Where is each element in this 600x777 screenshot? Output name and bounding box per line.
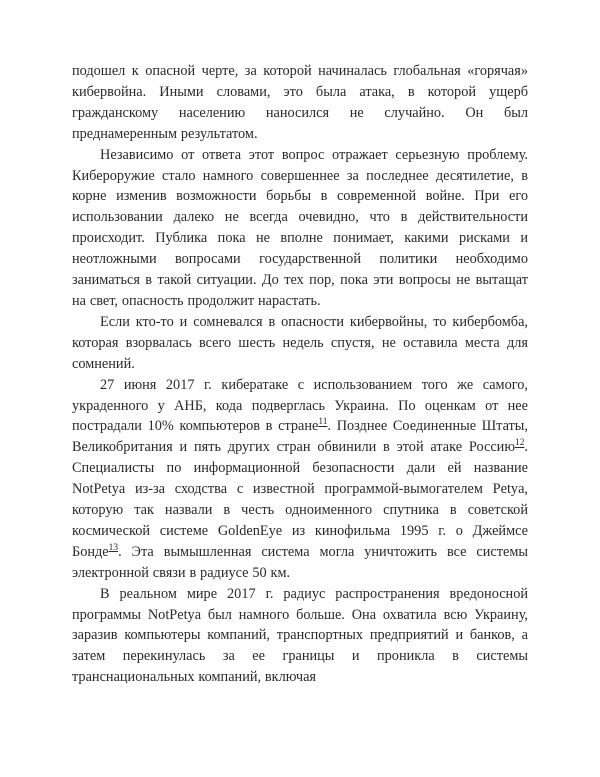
paragraph-4-segment-text-3: . Специалисты по информационной безопасности дали ей название NotPetya из-за сходства с известной программой-вымогателем Petya, которую так назвали в честь одноименного спутника в советской космической системе GoldenEye из кинофильма 1995 г. о Джеймсе Бонде (72, 439, 528, 560)
footnote-marker-11[interactable]: 11 (318, 417, 328, 428)
paragraph-5: В реальном мире 2017 г. радиус распространения вредоносной программы NotPetya был намного больше. Она охватила всю Украину, заразив компьютеры компаний, транспортных предприятий и банков, а затем перекинулась за ее границы и проникла в системы транснациональных компаний, включая (72, 585, 528, 686)
footnote-marker-12[interactable]: 12 (515, 438, 525, 449)
paragraph-4-segment-text-1: 27 июня 2017 г. кибератаке с использованием того же самого, украденного у АНБ, кода подверглась Украина. По оценкам от нее пострадали 10% компьютеров в стране (72, 376, 528, 435)
paragraph-3: Если кто-то и сомневался в опасности кибервойны, то кибербомба, которая взорвалась всего шесть недель спустя, не оставила места для сомнений. (72, 313, 528, 372)
paragraph-4-segment-text-2: . Позднее Соединенные Штаты, Великобритания и пять других стран обвинили в этой атаке Россию (72, 418, 528, 456)
paragraph-4-segment-text-4: . Эта вымышленная система могла уничтожить все системы электронной связи в радиусе 50 км. (72, 543, 528, 581)
body-text-column (72, 61, 528, 688)
paragraph-1: подошел к опасной черте, за которой начиналась глобальная «горячая» кибервойна. Иными словами, это была атака, в которой ущерб гражданскому населению наносился не случайно. Он был преднамеренным результатом. (72, 63, 528, 142)
paragraph-2: Независимо от ответа этот вопрос отражает серьезную проблему. Кибероружие стало намного совершеннее за последнее десятилетие, в корне изменив возможности борьбы в современной войне. При его использовании далеко не всегда очевидно, что в действительности происходит. Публика пока не вполне понимает, какими рисками и неотложными вопросами государственной политики необходимо заниматься в такой ситуации. До тех пор, пока эти вопросы не вытащат на свет, опасность продолжит нарастать. (72, 146, 528, 309)
paragraph-4 (72, 375, 528, 584)
footnote-marker-13[interactable]: 13 (108, 543, 119, 554)
